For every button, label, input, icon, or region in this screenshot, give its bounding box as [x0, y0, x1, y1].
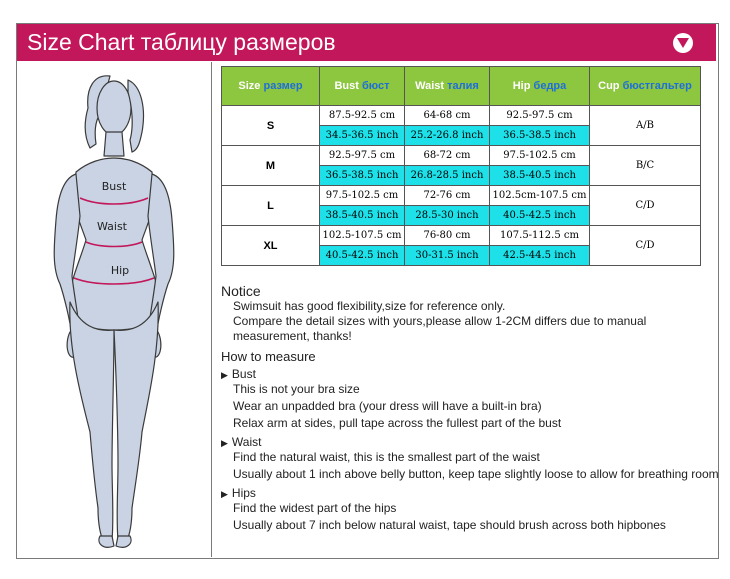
waist-inch-cell: 25.2-26.8 inch [405, 126, 490, 146]
waist-cm-cell: 68-72 cm [405, 146, 490, 166]
bust-cm-cell: 87.5-92.5 cm [320, 106, 405, 126]
hip-cm-cell: 102.5cm-107.5 cm [490, 186, 590, 206]
cup-cell: C/D [590, 186, 701, 226]
cup-cell: B/C [590, 146, 701, 186]
bust-inch-cell: 34.5-36.5 inch [320, 126, 405, 146]
notice-title: Notice [221, 283, 261, 299]
waist-cm-cell: 72-76 cm [405, 186, 490, 206]
page-title: Size Chart таблицу размеров [27, 29, 336, 55]
col-header-bust: Bust бюст [320, 67, 405, 106]
hips-instruction: Usually about 7 inch below natural waist, tape should brush across both hipbones [233, 518, 666, 532]
cup-cell: C/D [590, 226, 701, 266]
size-cell: L [222, 186, 320, 226]
hip-cm-cell: 97.5-102.5 cm [490, 146, 590, 166]
waist-figure-label: Waist [96, 220, 128, 233]
bust-instruction: Relax arm at sides, pull tape across the fullest part of the bust [233, 416, 562, 430]
table-row [222, 106, 701, 126]
notes-section [221, 283, 719, 534]
size-cell: XL [222, 226, 320, 266]
waist-instruction: Usually about 1 inch above belly button, keep tape slightly loose to allow for breathing room [233, 467, 719, 481]
col-header-cup: Cup бюстгальтер [590, 67, 701, 106]
waist-cm-cell: 64-68 cm [405, 106, 490, 126]
bust-cm-cell: 102.5-107.5 cm [320, 226, 405, 246]
table-row [222, 146, 701, 166]
hip-inch-cell: 38.5-40.5 inch [490, 166, 590, 186]
size-cell: S [222, 106, 320, 146]
hips-bullet: ▶ Hips [221, 486, 256, 500]
bust-figure-label: Bust [101, 180, 127, 193]
notice-line: Swimsuit has good flexibility,size for reference only. [233, 299, 506, 313]
how-to-measure-title: How to measure [221, 349, 316, 364]
cup-cell: A/B [590, 106, 701, 146]
waist-inch-cell: 28.5-30 inch [405, 206, 490, 226]
hip-inch-cell: 40.5-42.5 inch [490, 206, 590, 226]
bust-inch-cell: 40.5-42.5 inch [320, 246, 405, 266]
notice-line: measurement, thanks! [233, 329, 352, 343]
waist-inch-cell: 26.8-28.5 inch [405, 166, 490, 186]
waist-instruction: Find the natural waist, this is the smallest part of the waist [233, 450, 540, 464]
hip-figure-label: Hip [110, 264, 130, 277]
hip-inch-cell: 42.5-44.5 inch [490, 246, 590, 266]
chevron-down-icon[interactable] [673, 33, 693, 53]
bust-instruction: Wear an unpadded bra (your dress will have a built-in bra) [233, 399, 542, 413]
bust-cm-cell: 92.5-97.5 cm [320, 146, 405, 166]
bust-inch-cell: 38.5-40.5 inch [320, 206, 405, 226]
triangle-right-icon: ▶ [221, 489, 228, 499]
waist-cm-cell: 76-80 cm [405, 226, 490, 246]
bust-inch-cell: 36.5-38.5 inch [320, 166, 405, 186]
waist-bullet: ▶ Waist [221, 435, 262, 449]
table-row [222, 226, 701, 246]
bust-instruction: This is not your bra size [233, 382, 360, 396]
hip-cm-cell: 92.5-97.5 cm [490, 106, 590, 126]
waist-inch-cell: 30-31.5 inch [405, 246, 490, 266]
bust-bullet: ▶ Bust [221, 367, 256, 381]
table-row [222, 186, 701, 206]
header-bar [17, 24, 716, 61]
triangle-right-icon: ▶ [221, 438, 228, 448]
column-divider [211, 62, 212, 557]
hips-instruction: Find the widest part of the hips [233, 501, 397, 515]
col-header-size: Size размер [222, 67, 320, 106]
col-header-waist: Waist талия [405, 67, 490, 106]
size-cell: M [222, 146, 320, 186]
body-figure-illustration [24, 70, 204, 550]
table-header-row [222, 67, 701, 106]
col-header-hip: Hip бедра [490, 67, 590, 106]
bust-cm-cell: 97.5-102.5 cm [320, 186, 405, 206]
hip-cm-cell: 107.5-112.5 cm [490, 226, 590, 246]
size-table [221, 66, 701, 266]
triangle-right-icon: ▶ [221, 370, 228, 380]
notice-line: Compare the detail sizes with yours,please allow 1-2CM differs due to manual [233, 314, 647, 328]
hip-inch-cell: 36.5-38.5 inch [490, 126, 590, 146]
